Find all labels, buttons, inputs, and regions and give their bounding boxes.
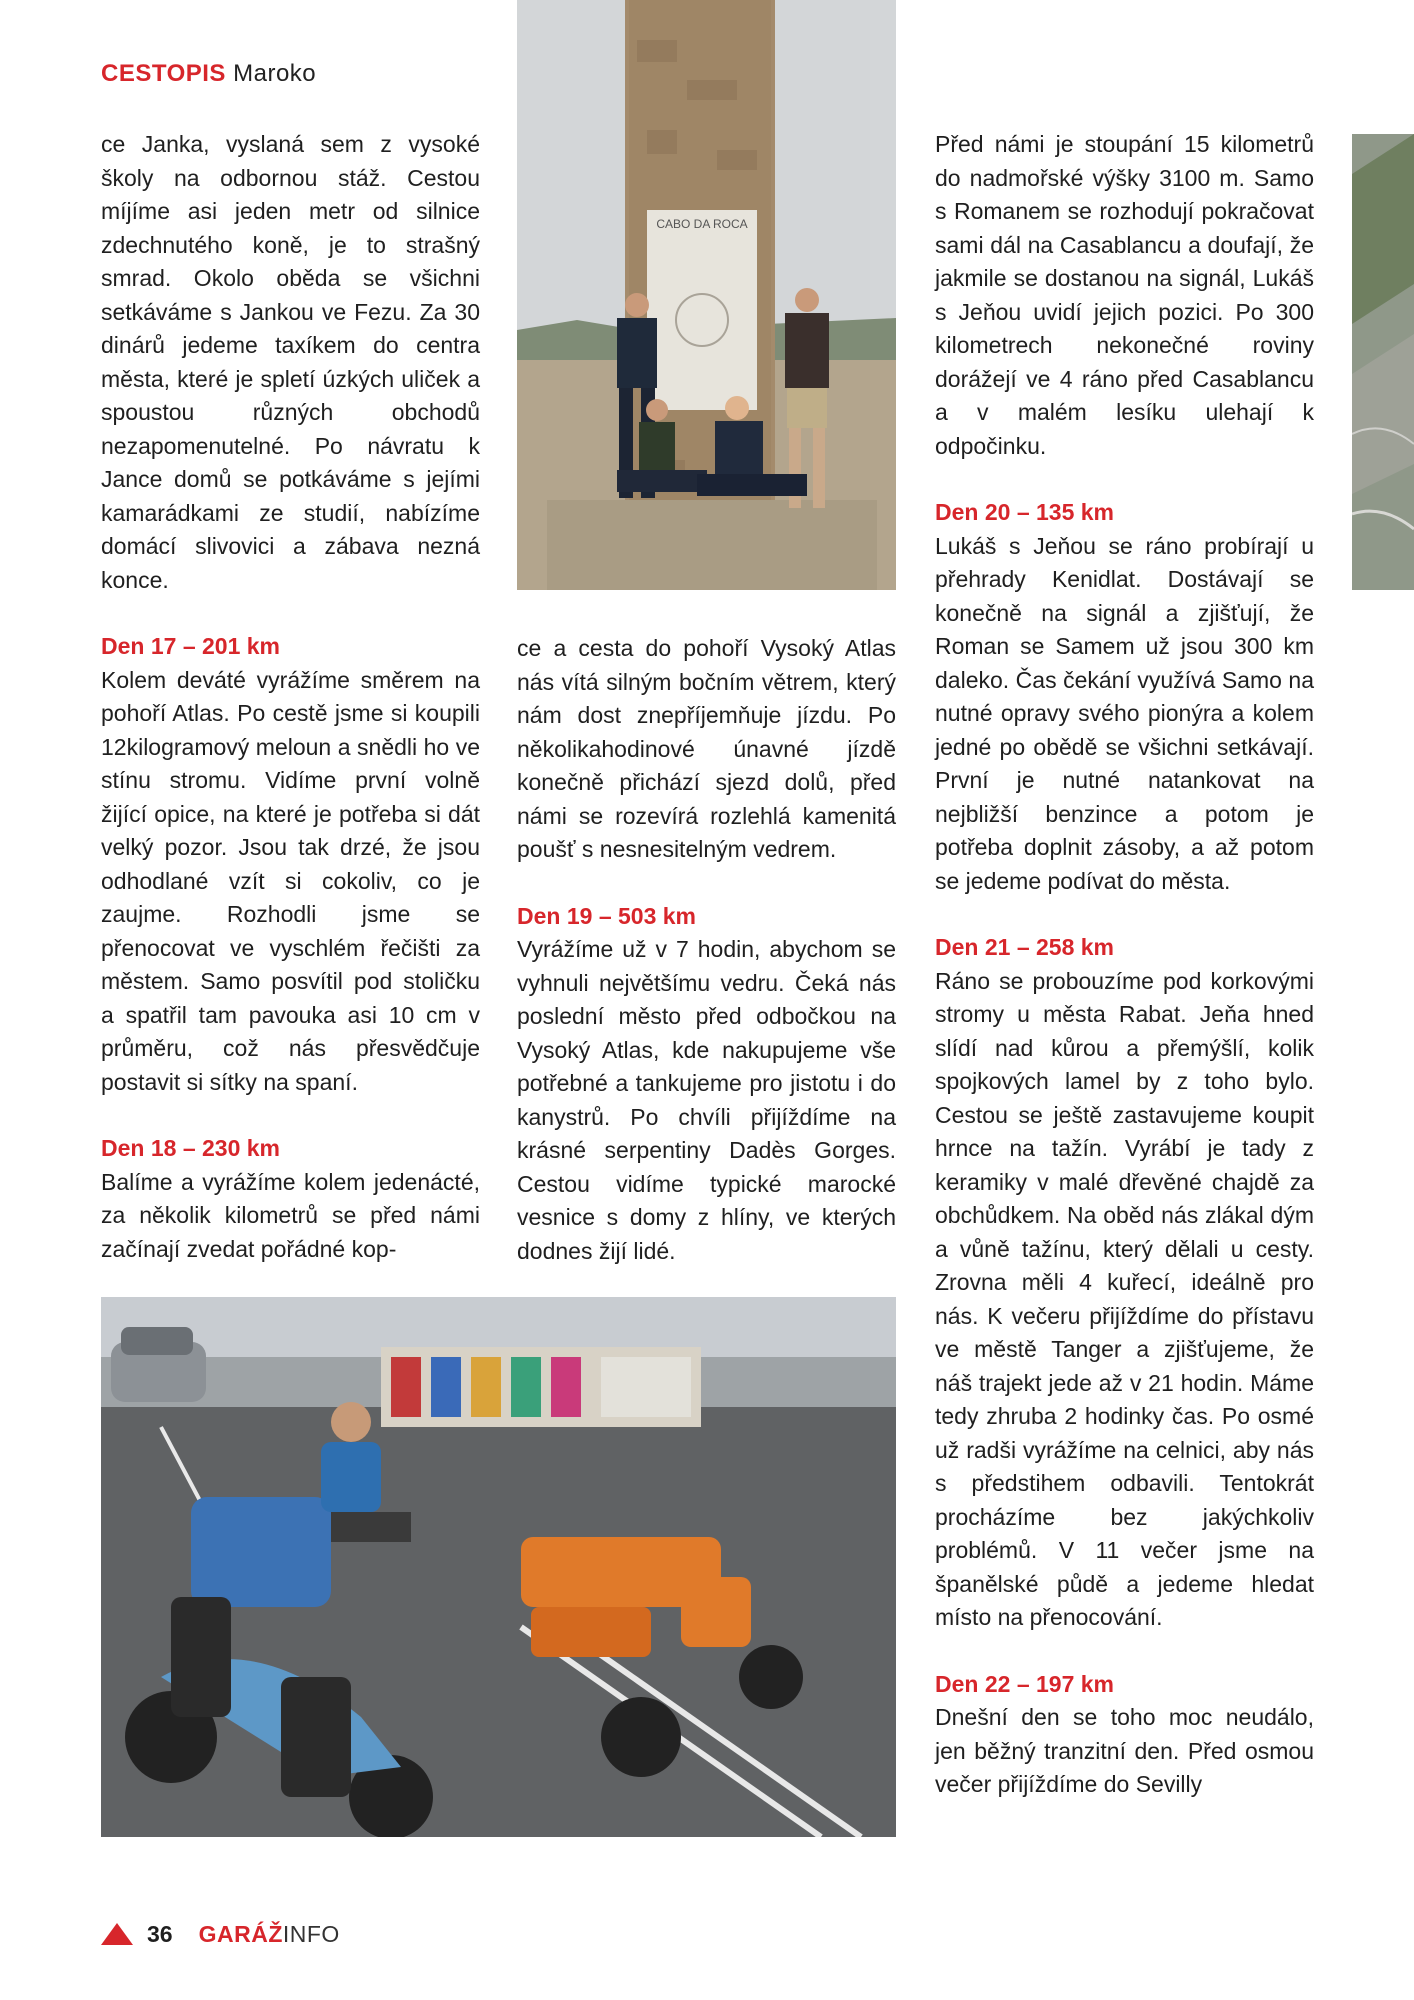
section-label: CESTOPIS <box>101 60 226 87</box>
triangle-icon <box>101 1923 133 1945</box>
day-heading: Den 17 – 201 km <box>101 633 281 659</box>
topic-label: Maroko <box>233 60 317 87</box>
paragraph-text: Dnešní den se toho moc neudálo, jen běžný tranzitní den. Před osmou večer přijíždíme do Sevilly <box>935 1704 1314 1797</box>
brand-light: INFO <box>282 1920 340 1947</box>
section-header <box>101 60 316 88</box>
text-column-3 <box>935 128 1314 1802</box>
paragraph <box>935 128 1314 463</box>
paragraph-text: Balíme a vyrážíme kolem jedenácté, za několik kilometrů se před námi začínají zvedat pořádné kop- <box>101 1168 480 1262</box>
text-column-1 <box>101 128 480 1266</box>
monument-sign-title: CABO DA ROCA <box>656 217 748 231</box>
paragraph <box>517 632 896 867</box>
paragraph-text: Před námi je stoupání 15 kilometrů do nadmořské výšky 3100 m. Samo s Romanem se rozhodují pokračovat sami dál na Casablancu a doufají, že jakmile se dostanou na signál, Lukáš s Jeňou uvidí jejich pozici. Po 300 kilometrech nekonečné roviny dorážejí ve 4 ráno před Casablancu a v malém lesíku ulehají k odpočinku. <box>935 131 1314 459</box>
mountain-illustration <box>1352 134 1414 590</box>
page-number: 36 <box>147 1920 173 1947</box>
page-footer <box>101 1917 340 1951</box>
paragraph-text: Lukáš s Jeňou se ráno probírají u přehrady Kenidlat. Dostávají se konečně na signál a zjišťují, že Roman se Samem už jsou 300 km daleko. Čas čekání využívá Samo na nutné opravy svého pionýra a kolem jedné po obědě se všichni setkávají. První je nutné natankovat na nejbližší benzince a potom je potřeba doplnit zásoby, a až potom se jedeme podívat do města. <box>935 532 1314 894</box>
mopeds-photo-illustration <box>101 1297 896 1837</box>
paragraph-text: Vyrážíme už v 7 hodin, abychom se vyhnuli největšímu vedru. Čeká nás poslední město před odbočkou na Vysoký Atlas, kde nakupujeme vše potřebné a tankujeme pro jistotu i do kanystrů. Po chvíli přijíždíme na krásné serpentiny Dadès Gorges. Cestou vidíme typické marocké vesnice s domy z hlíny, ve kterých dodnes žijí lidé. <box>517 936 896 1264</box>
day-heading: Den 20 – 135 km <box>935 499 1115 525</box>
paragraph <box>101 128 480 597</box>
brand-bold: GARÁŽ <box>198 1920 283 1947</box>
paragraph-text: Kolem deváté vyrážíme směrem na pohoří Atlas. Po cestě jsme si koupili 12kilogramový meloun a snědli ho ve stínu stromu. Vidíme první volně žijící opice, na které je potřeba si dát velký pozor. Jsou tak drzé, že jsou odhodlané vzít si cokoliv, co je zaujme. Rozhodli jsme se přenocovat ve vyschlém řečišti za městem. Samo posvítil pod stoličku a spatřil tam pavouka asi 10 cm v průměru, což nás přesvědčuje postavit si sítky na spaní. <box>101 666 480 1095</box>
day-heading: Den 21 – 258 km <box>935 934 1115 960</box>
paragraph-text: Ráno se probouzíme pod korkovými stromy u města Rabat. Jeňa hned slídí nad kůrou a přemýšlí, kolik spojkových lamel by z toho bylo. Cestou se ještě zastavujeme koupit hrnce na tažín. Vyrábí je tady z keramiky v malé dřevěné chajdě za obchůdkem. Na oběd nás zlákal dým a vůně tažínu, který dělali u cesty. Zrovna měli 4 kuřecí, ideálně pro nás. K večeru přijíždíme do přístavu ve městě Tanger a zjišťujeme, že náš trajekt jede až v 21 hodin. Máme tedy zhruba 2 hodinky čas. Po osmé už radši vyrážíme na celnici, aby nás s předstihem odbavili. Tentokrát procházíme bez jakýchkoliv problémů. V 11 večer jsme na španělské půdě a jedeme hledat místo na přenocování. <box>935 967 1314 1630</box>
day-heading: Den 19 – 503 km <box>517 902 697 929</box>
text-column-2 <box>517 632 896 1268</box>
photo-mopeds-parking <box>101 1297 896 1837</box>
day-heading: Den 22 – 197 km <box>935 1670 1115 1697</box>
photo-cabo-da-roca <box>517 0 896 590</box>
monument-photo-illustration <box>517 0 896 590</box>
paragraph-text: ce Janka, vyslaná sem z vysoké školy na odbornou stáž. Cestou míjíme asi jeden metr od silnice zdechnutého koně, je to strašný smrad. Okolo oběda se všichni setkáváme s Jankou ve Fezu. Za 30 dinárů jedeme taxíkem do centra města, které je spletí úzkých uliček a spoustou různých obchodů nezapomenutelné. Po návratu k Jance domů se potkáváme s jejími kamarádkami ze studií, nabízíme domácí slivovici a zábava nezná konce. <box>101 131 480 593</box>
photo-mountain-strip <box>1352 134 1414 590</box>
paragraph-text: ce a cesta do pohoří Vysoký Atlas nás vítá silným bočním větrem, který nám dost znepříjemňuje jízdu. Po několikahodinové únavné jízdě konečně přichází sjezd dolů, před námi se rozevírá rozlehlá kamenitá poušť s nesnesitelným vedrem. <box>517 635 896 862</box>
day-heading: Den 18 – 230 km <box>101 1135 281 1161</box>
shop-shelves <box>381 1347 701 1427</box>
